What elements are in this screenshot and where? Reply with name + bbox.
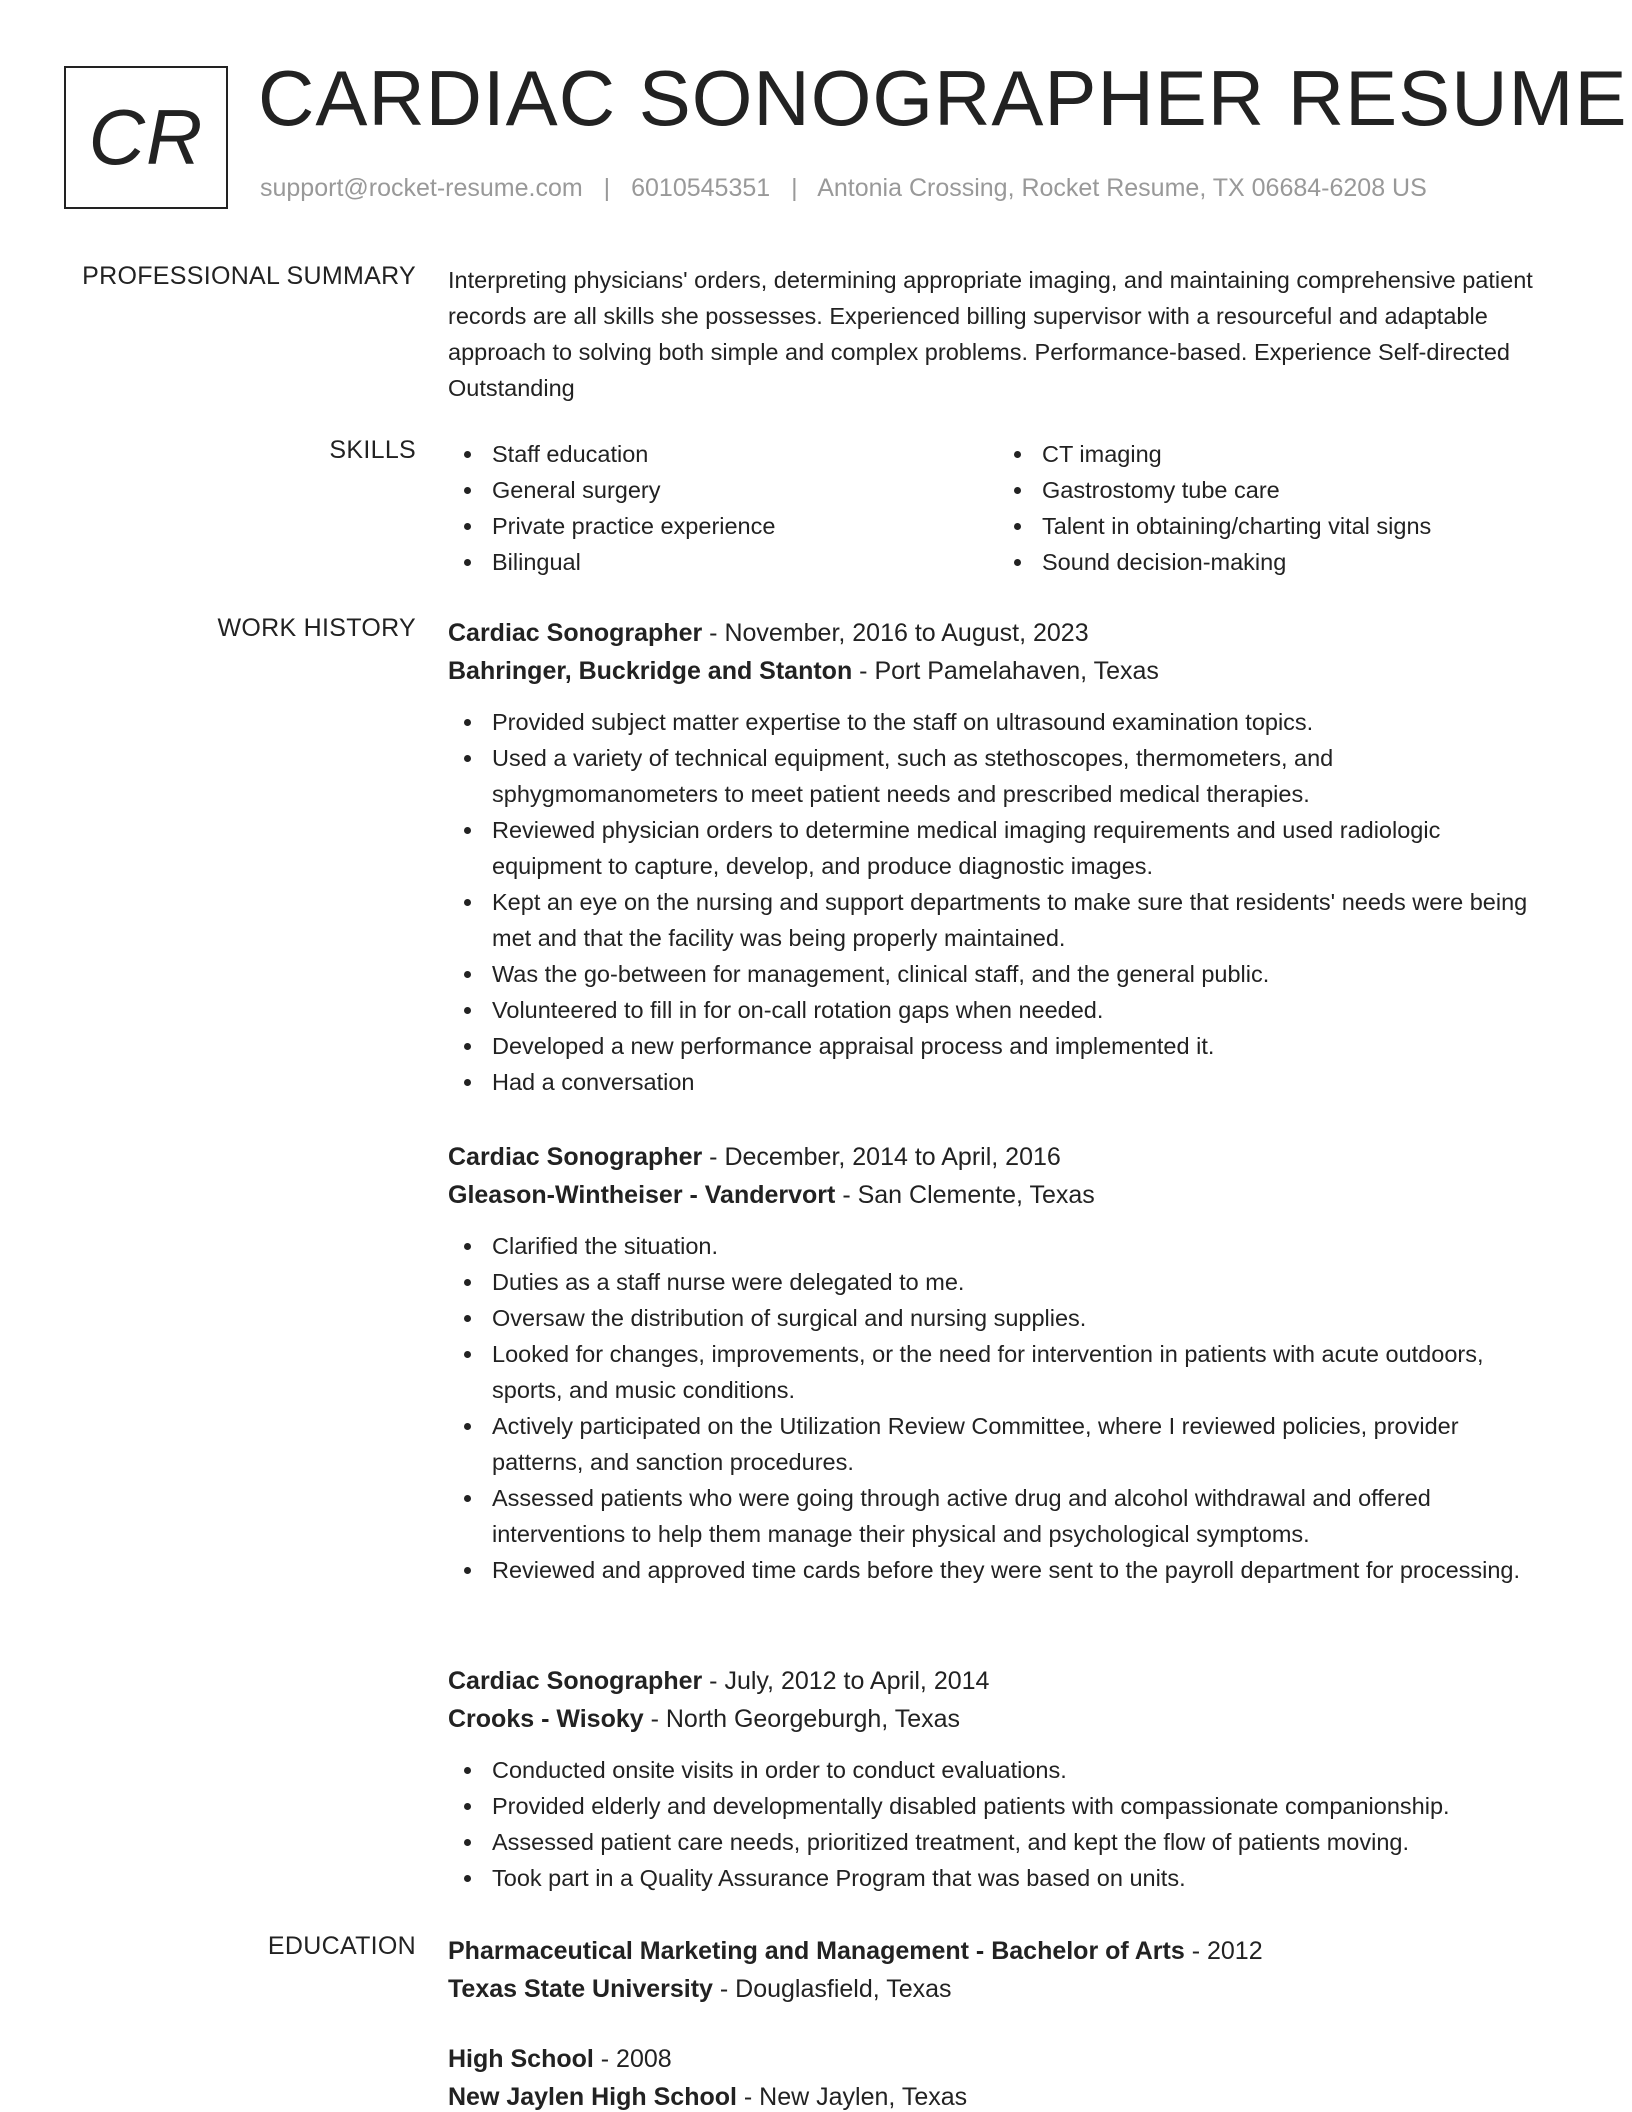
job-company: Crooks - Wisoky xyxy=(448,1705,644,1733)
section-heading-skills: SKILLS xyxy=(329,436,416,464)
job-duties-list xyxy=(448,704,1548,1100)
job-title: Cardiac Sonographer xyxy=(448,1143,703,1171)
contact-address: Antonia Crossing, Rocket Resume, TX 06684-6208 US xyxy=(817,174,1427,202)
job-location: - Port Pamelahaven, Texas xyxy=(852,657,1159,685)
education-school: Texas State University xyxy=(448,1975,713,2003)
job-title-line xyxy=(448,614,1548,652)
job-duties-list xyxy=(448,1228,1548,1588)
skill-item: Staff education xyxy=(448,436,998,472)
job-duty: Reviewed and approved time cards before they were sent to the payroll department for processing. xyxy=(448,1552,1548,1588)
education-school-line xyxy=(448,2078,1548,2112)
skill-item: General surgery xyxy=(448,472,998,508)
skill-item: CT imaging xyxy=(998,436,1548,472)
job-entry xyxy=(448,614,1548,1100)
job-company-line xyxy=(448,1700,1548,1738)
job-duty: Assessed patient care needs, prioritized treatment, and kept the flow of patients moving. xyxy=(448,1824,1548,1860)
job-company-line xyxy=(448,1176,1548,1214)
education-location: - Douglasfield, Texas xyxy=(712,1975,952,2003)
education-location: - New Jaylen, Texas xyxy=(736,2083,968,2111)
education-degree: Pharmaceutical Marketing and Management - Bachelor of Arts xyxy=(448,1937,1185,1965)
contact-phone[interactable]: 6010545351 xyxy=(631,174,771,202)
skills-list-right xyxy=(998,436,1548,580)
job-location: - San Clemente, Texas xyxy=(835,1181,1095,1209)
job-dates: - November, 2016 to August, 2023 xyxy=(702,619,1089,647)
job-duty: Conducted onsite visits in order to conduct evaluations. xyxy=(448,1752,1548,1788)
skill-item: Gastrostomy tube care xyxy=(998,472,1548,508)
job-duty: Clarified the situation. xyxy=(448,1228,1548,1264)
education-entry xyxy=(448,1932,1548,2008)
education-school-line xyxy=(448,1970,1548,2008)
skill-item: Bilingual xyxy=(448,544,998,580)
job-duty: Looked for changes, improvements, or the need for intervention in patients with acute outdoors, sports, and music conditions. xyxy=(448,1336,1548,1408)
section-heading-education: EDUCATION xyxy=(267,1932,416,1960)
job-duty: Kept an eye on the nursing and support departments to make sure that residents' needs were being met and that the facility was being properly maintained. xyxy=(448,884,1548,956)
section-heading-work: WORK HISTORY xyxy=(217,614,416,642)
job-duty: Was the go-between for management, clinical staff, and the general public. xyxy=(448,956,1548,992)
job-duty: Developed a new performance appraisal process and implemented it. xyxy=(448,1028,1548,1064)
job-company-line xyxy=(448,652,1548,690)
contact-email[interactable]: support@rocket-resume.com xyxy=(260,174,583,202)
job-dates: - July, 2012 to April, 2014 xyxy=(702,1667,990,1695)
job-duty: Provided elderly and developmentally disabled patients with compassionate companionship. xyxy=(448,1788,1548,1824)
education-year: - 2008 xyxy=(593,2045,672,2073)
monogram-initials: CR xyxy=(88,93,204,181)
job-location: - North Georgeburgh, Texas xyxy=(643,1705,961,1733)
education-year: - 2012 xyxy=(1184,1937,1263,1965)
job-duty: Had a conversation xyxy=(448,1064,1548,1100)
job-title-line xyxy=(448,1138,1548,1176)
job-title: Cardiac Sonographer xyxy=(448,1667,703,1695)
education-entry xyxy=(448,2040,1548,2112)
skill-item: Private practice experience xyxy=(448,508,998,544)
education-school: New Jaylen High School xyxy=(448,2083,737,2111)
job-entry xyxy=(448,1662,1548,1896)
job-title-line xyxy=(448,1662,1548,1700)
job-title: Cardiac Sonographer xyxy=(448,619,703,647)
job-duty: Duties as a staff nurse were delegated to me. xyxy=(448,1264,1548,1300)
skill-item: Talent in obtaining/charting vital signs xyxy=(998,508,1548,544)
job-duty: Provided subject matter expertise to the staff on ultrasound examination topics. xyxy=(448,704,1548,740)
job-company: Bahringer, Buckridge and Stanton xyxy=(448,657,853,685)
skill-item: Sound decision-making xyxy=(998,544,1548,580)
job-duties-list xyxy=(448,1752,1548,1896)
job-dates: - December, 2014 to April, 2016 xyxy=(702,1143,1061,1171)
skills-columns xyxy=(448,436,1548,580)
contact-separator: | xyxy=(603,174,611,202)
job-company: Gleason-Wintheiser - Vandervort xyxy=(448,1181,836,1209)
job-duty: Actively participated on the Utilization Review Committee, where I reviewed policies, provider patterns, and sanction procedures. xyxy=(448,1408,1548,1480)
skills-list-left xyxy=(448,436,998,580)
education-degree-line xyxy=(448,1932,1548,1970)
page-title: CARDIAC SONOGRAPHER RESUME xyxy=(258,54,1628,142)
job-duty: Used a variety of technical equipment, such as stethoscopes, thermometers, and sphygmomanometers to meet patient needs and prescribed medical therapies. xyxy=(448,740,1548,812)
job-duty: Oversaw the distribution of surgical and nursing supplies. xyxy=(448,1300,1548,1336)
contact-separator: | xyxy=(791,174,798,202)
education-degree: High School xyxy=(448,2045,594,2073)
education-degree-line xyxy=(448,2040,1548,2078)
contact-line xyxy=(260,174,1427,203)
job-duty: Volunteered to fill in for on-call rotation gaps when needed. xyxy=(448,992,1548,1028)
job-duty: Reviewed physician orders to determine medical imaging requirements and used radiologic equipment to capture, develop, and produce diagnostic images. xyxy=(448,812,1548,884)
section-heading-summary: PROFESSIONAL SUMMARY xyxy=(82,262,416,290)
job-duty: Took part in a Quality Assurance Program that was based on units. xyxy=(448,1860,1548,1896)
summary-text: Interpreting physicians' orders, determining appropriate imaging, and maintaining comprehensive patient records are all skills she possesses. Experienced billing supervisor with a resourceful and adaptable approach to solving both simple and complex problems. Performance-based. Experience Self-directed Outstanding xyxy=(448,267,1533,401)
job-entry xyxy=(448,1138,1548,1588)
monogram-box xyxy=(64,66,228,209)
job-duty: Assessed patients who were going through active drug and alcohol withdrawal and offered interventions to help them manage their physical and psychological symptoms. xyxy=(448,1480,1548,1552)
